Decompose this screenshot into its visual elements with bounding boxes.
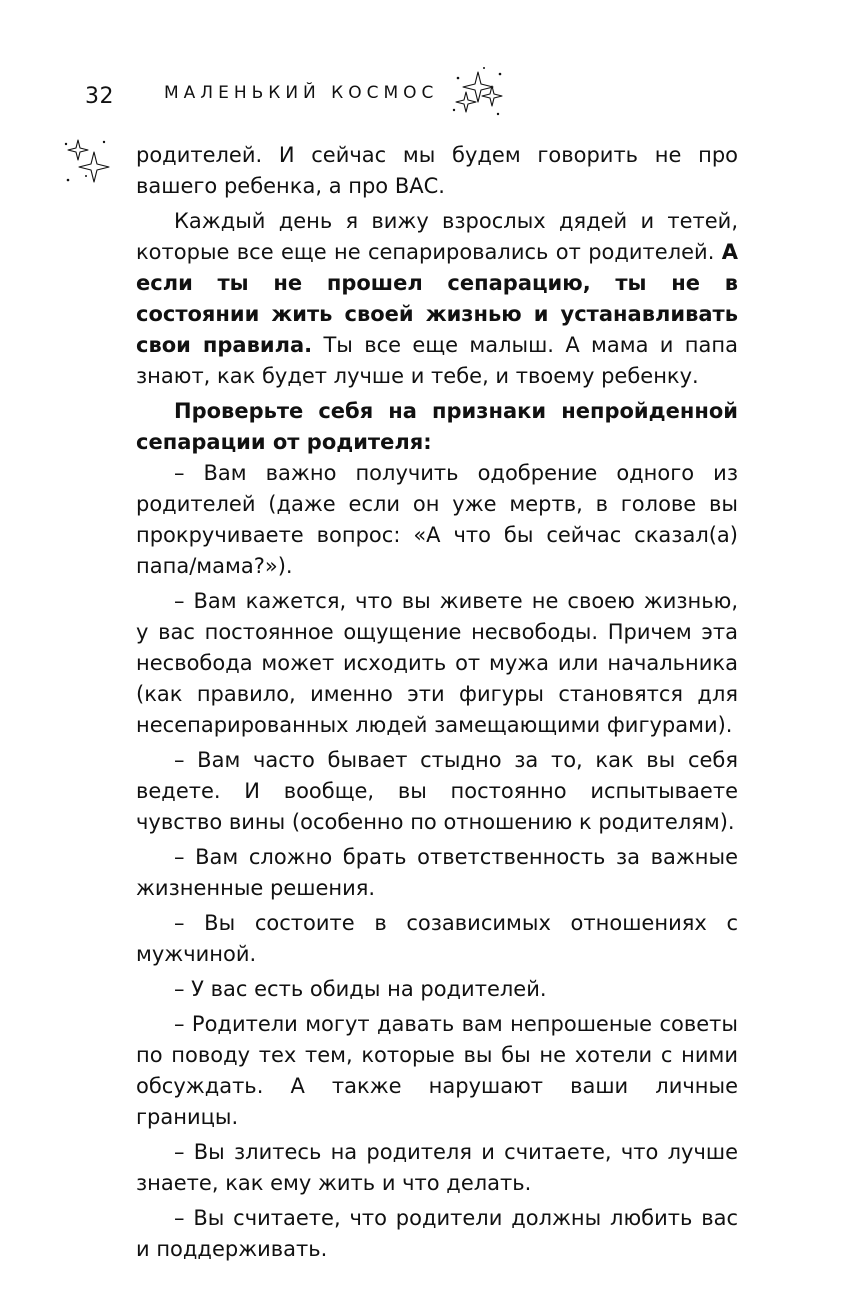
paragraph: родителей. И сейчас мы будем говорить не про вашего ребенка, а про ВАС.	[136, 143, 738, 198]
page-number: 32	[85, 84, 114, 109]
body-text	[136, 140, 738, 1265]
list-item: – Вам часто бывает стыдно за то, как вы себя ведете. И вообще, вы постоянно испытываете чувство вины (особенно по отношению к родителям).	[136, 748, 738, 834]
sparkle-stars-icon	[60, 136, 112, 188]
list-item: – Родители могут давать вам непрошеные советы по поводу тех тем, которые вы бы не хотели с ними обсуждать. А также нарушают ваши личные границы.	[136, 1012, 738, 1129]
paragraph-text: Ты все еще малыш. А мама и папа знают, как будет лучше и тебе, и твоему ребенку.	[136, 333, 738, 388]
paragraph-text: Каждый день я вижу взрослых дядей и тетей, которые все еще не сепарировались от родителей.	[136, 209, 738, 264]
list-item: – Вы считаете, что родители должны любить вас и поддерживать.	[136, 1206, 738, 1261]
list-item: – У вас есть обиды на родителей.	[174, 977, 547, 1001]
list-item: – Вам важно получить одобрение одного из родителей (даже если он уже мертв, в голове вы прокручиваете вопрос: «А что бы сейчас сказал(а) папа/мама?»).	[136, 461, 738, 578]
list-item: – Вы злитесь на родителя и считаете, что лучше знаете, как ему жить и что делать.	[136, 1140, 738, 1195]
list-item: – Вам сложно брать ответственность за важные жизненные решения.	[136, 845, 738, 900]
list-item: – Вы состоите в созависимых отношениях с мужчиной.	[136, 911, 738, 966]
checklist-heading	[136, 396, 738, 458]
checklist-heading-text: Проверьте себя на признаки непройденной сепарации от родителя:	[136, 399, 738, 454]
running-title: МАЛЕНЬКИЙ КОСМОС	[164, 83, 439, 103]
list-item: – Вам кажется, что вы живете не своею жизнью, у вас постоянное ощущение несвободы. Причем эта несвобода может исходить от мужа или начальника (как правило, именно эти фигуры становятся для несепарированных людей замещающими фигурами).	[136, 589, 738, 737]
paragraph	[136, 206, 738, 392]
sparkle-stars-icon	[448, 64, 508, 120]
bold-statement: А если ты не прошел сепарацию, ты не в состоянии жить своей жизнью и устанавливать свои правила.	[136, 240, 738, 357]
